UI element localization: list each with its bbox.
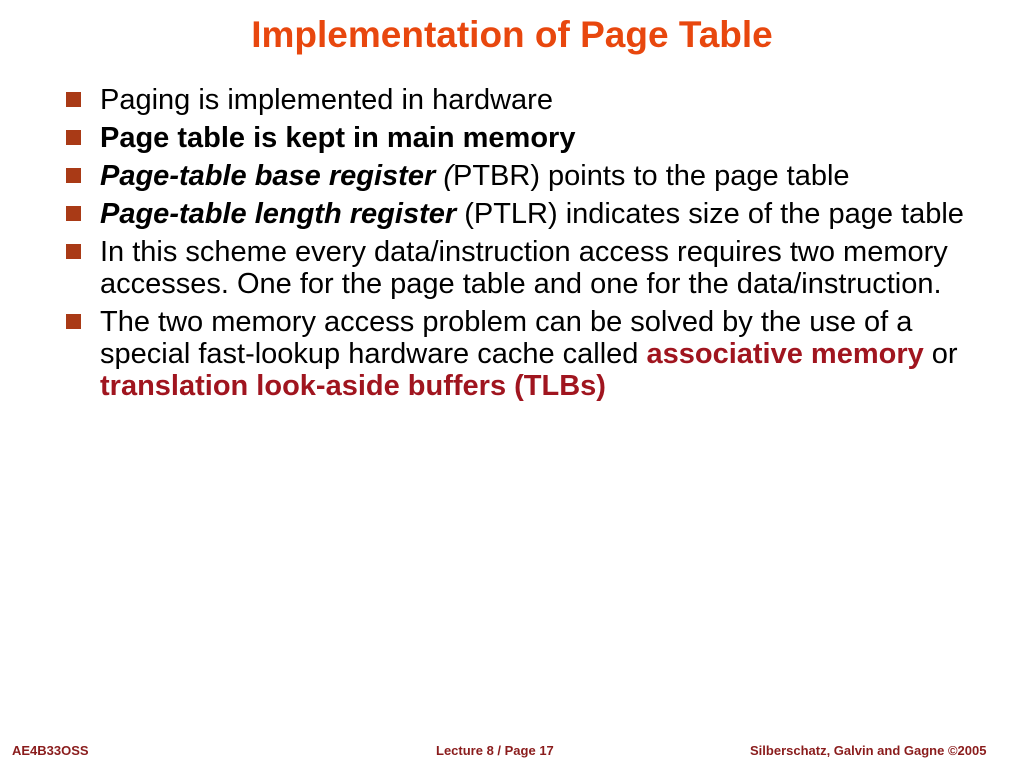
- bullet-item: [62, 198, 1002, 230]
- highlighted-term-tlb: translation look-aside buffers (TLBs): [100, 370, 606, 402]
- bullet-item: [62, 306, 1002, 402]
- highlighted-term-associative-memory: associative memory: [646, 338, 924, 370]
- bullet-item: [62, 236, 1002, 300]
- bullet-text: The two memory access problem can be solved by the use of a special fast-lookup hardware cache called: [100, 306, 913, 370]
- bullet-term: Page-table length register: [100, 198, 457, 230]
- bullet-joiner: or: [923, 338, 958, 370]
- bullet-text: In this scheme every data/instruction access requires two memory accesses. One for the page table and one for the data/instruction.: [100, 236, 948, 300]
- bullet-text: (PTLR) indicates size of the page table: [456, 198, 964, 230]
- bullet-list: [62, 84, 1002, 408]
- bullet-open-paren: (: [435, 160, 453, 192]
- bullet-item: [62, 160, 1002, 192]
- bullet-text: PTBR) points to the page table: [452, 160, 850, 192]
- square-bullet-icon: [66, 206, 81, 221]
- square-bullet-icon: [66, 168, 81, 183]
- square-bullet-icon: [66, 130, 81, 145]
- square-bullet-icon: [66, 314, 81, 329]
- footer-course-code: AE4B33OSS: [12, 743, 89, 758]
- footer-copyright: Silberschatz, Galvin and Gagne ©2005: [750, 743, 987, 758]
- bullet-item: [62, 84, 1002, 116]
- square-bullet-icon: [66, 244, 81, 259]
- bullet-term: Page-table base register: [100, 160, 436, 192]
- square-bullet-icon: [66, 92, 81, 107]
- footer-page-number: Lecture 8 / Page 17: [436, 743, 554, 758]
- bullet-text-bold: Page table is kept in main memory: [100, 122, 576, 154]
- bullet-text: Paging is implemented in hardware: [100, 84, 553, 116]
- slide-title: Implementation of Page Table: [251, 14, 773, 55]
- bullet-item: [62, 122, 1002, 154]
